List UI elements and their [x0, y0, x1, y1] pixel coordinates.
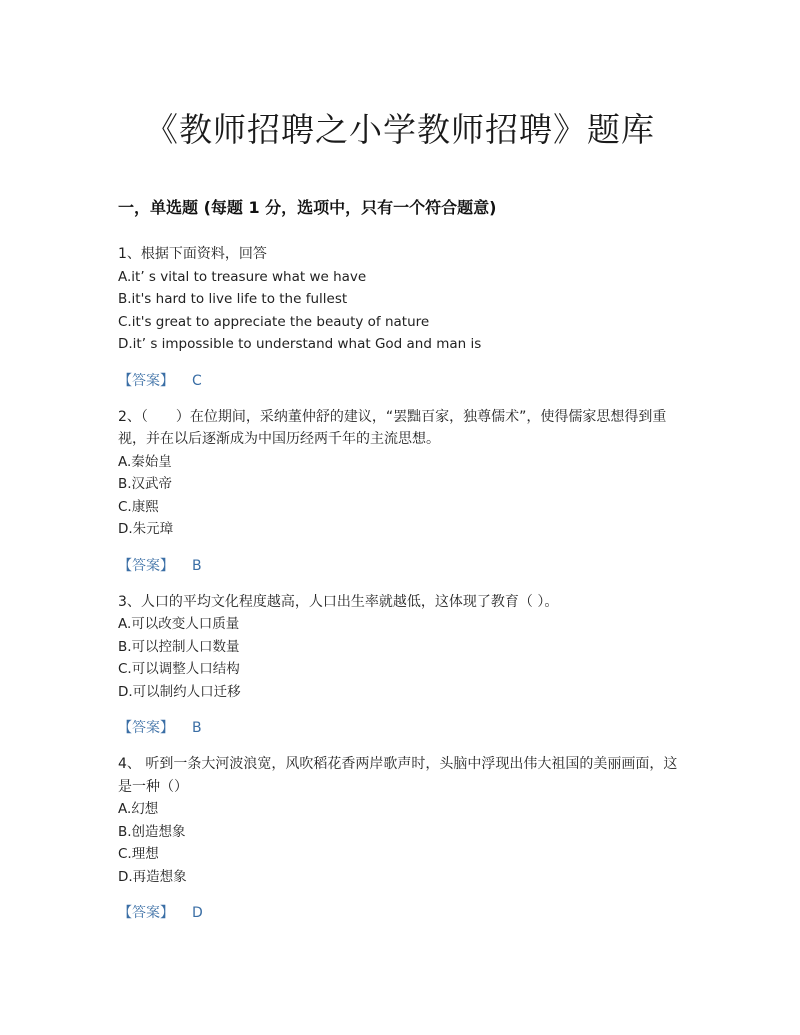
option-a: A.可以改变人口质量 — [118, 616, 240, 632]
option-d: D.再造想象 — [118, 868, 187, 885]
answer-row — [118, 555, 678, 577]
option-b: B.汉武帝 — [118, 476, 173, 492]
question-1 — [118, 243, 678, 392]
option-a: A.幻想 — [118, 801, 159, 817]
answer-label: 【答案】 — [118, 372, 174, 389]
answer-value: D — [192, 905, 203, 921]
option-a: A.it’ s vital to treasure what we have — [118, 268, 367, 285]
question-4 — [118, 753, 678, 924]
option-c: C.理想 — [118, 846, 159, 862]
option-c: C.可以调整人口结构 — [118, 661, 240, 677]
answer-row — [118, 370, 678, 392]
option-a: A.秦始皇 — [118, 453, 172, 470]
answer-value: C — [192, 372, 202, 389]
option-b: B.创造想象 — [118, 823, 186, 840]
answer-label: 【答案】 — [118, 905, 174, 921]
page-title: 《教师招聘之小学教师招聘》题库 — [145, 110, 655, 149]
answer-value: B — [192, 557, 202, 574]
option-c: C.康熙 — [118, 498, 159, 515]
answer-row — [118, 902, 678, 924]
option-b: B.it's hard to live life to the fullest — [118, 291, 348, 307]
question-stem: 1、根据下面资料，回答 — [118, 246, 267, 262]
answer-value: B — [192, 720, 202, 736]
answer-label: 【答案】 — [118, 720, 174, 736]
question-list — [118, 243, 678, 938]
question-2 — [118, 406, 678, 577]
option-d: D.it’ s impossible to understand what God and man is — [118, 336, 482, 352]
answer-row — [118, 717, 678, 739]
question-stem: 4、 听到一条大河波浪宽，风吹稻花香两岸歌声时，头脑中浮现出伟大祖国的美丽画面，这是一种（） — [118, 756, 678, 795]
section-heading: 一，单选题 (每题 1 分，选项中，只有一个符合题意) — [118, 198, 497, 217]
option-c: C.it's great to appreciate the beauty of nature — [118, 313, 430, 330]
option-b: B.可以控制人口数量 — [118, 638, 240, 655]
question-stem: 3、人口的平均文化程度越高，人口出生率就越低，这体现了教育（ ）。 — [118, 593, 559, 610]
option-d: D.朱元璋 — [118, 521, 174, 537]
answer-label: 【答案】 — [118, 557, 174, 574]
option-d: D.可以制约人口迁移 — [118, 683, 241, 700]
question-3 — [118, 591, 678, 740]
question-stem: 2、（ ）在位期间，采纳董仲舒的建议，“罢黜百家，独尊儒术”，使得儒家思想得到重视，并在以后逐渐成为中国历经两千年的主流思想。 — [118, 408, 667, 447]
